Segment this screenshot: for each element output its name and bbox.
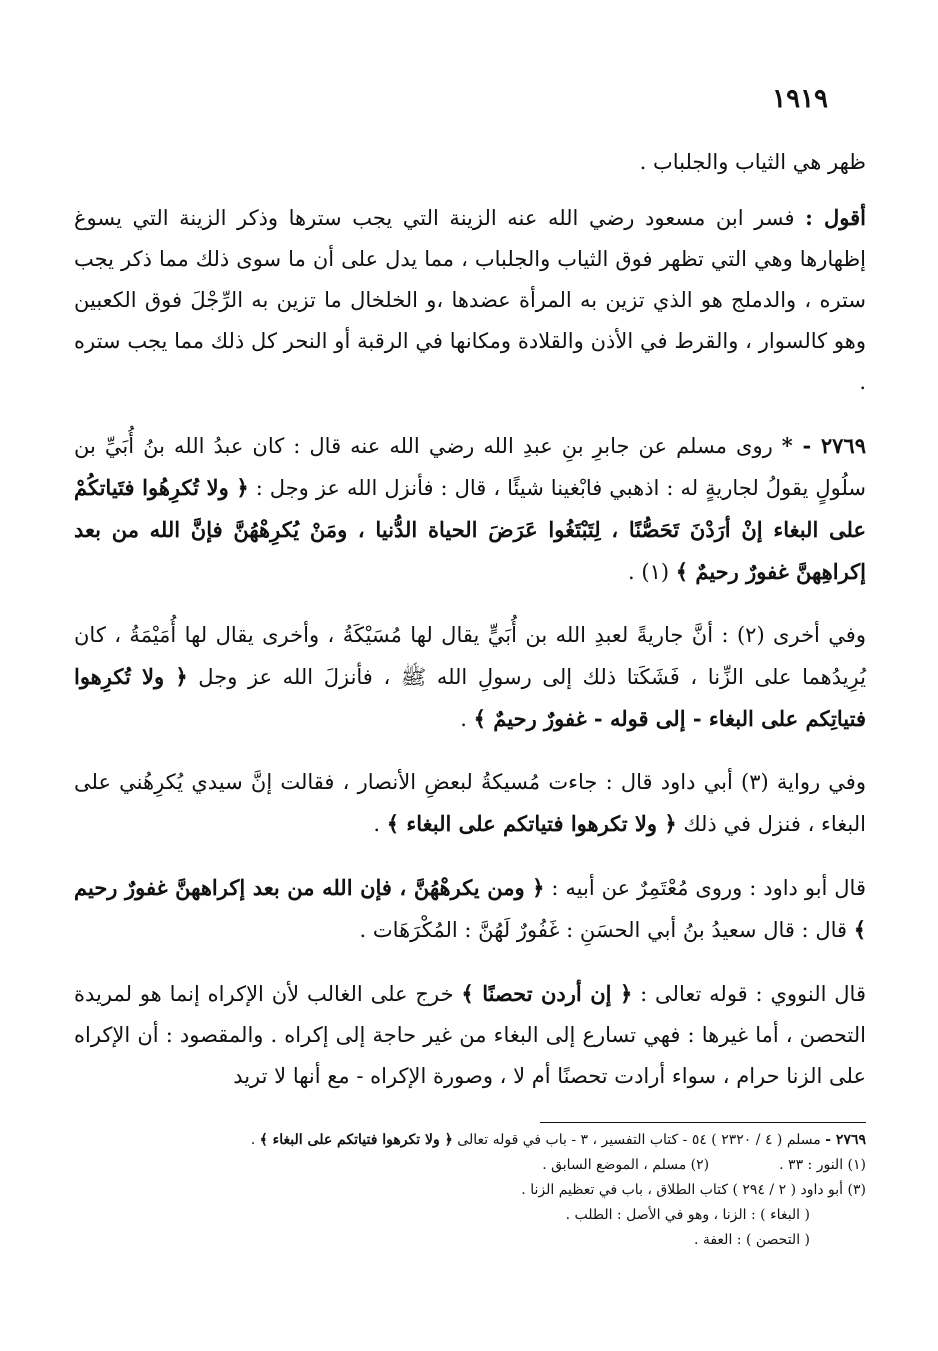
gloss-line: ( التحصن ) : العفة . [693,1232,810,1248]
footnote-hadith-number: ٢٧٦٩ - [825,1132,866,1148]
quran-verse: ﴿ ومن يكرهْهُنَّ ، فإن الله من بعد إكراههنَّ غفورٌ رحيم ﴾ [74,875,866,942]
commentary-tail: خرج على الغالب لأن الإكراه إنما هو لمريدة التحصن ، أما غيرها : فهي تسارع إلى البغاء من غير حاجة إلى إكراه . والمقصود : أن الإكراه على الزنا حرام ، سواء أرادت تحصنًا أم لا ، وصورة الإكراه - مع أنها لا تريد [74,982,866,1088]
hadith-text: روى مسلم عن جابرِ بنِ عبدِ الله رضي الله عنه قال : كان عبدُ الله بنُ أُبَيِّ بن سلُولٍ يقولُ لجاريةٍ له : اذهبي فابْغينا شيئًا ، قال : فأنزل الله عز وجل : [74,434,867,500]
narration-paragraph [74,867,866,951]
quran-verse: ﴿ ولا تُكرِهُوا فتَياتكُمْ على البغاء إنْ أرَدْنَ تَحَصُّنًا ، لِتَبْتَغُوا عَرَضَ الحياة الدُّنيا ، ومَنْ يُكرِهْهُنَّ فإنَّ الله من بعد إكراهِهنَّ غفورٌ رحيمٌ ﴾ [74,475,866,584]
hadith-tail: (١) . [628,560,676,584]
footnote-3: (٣) أبو داود ( ٢ / ٢٩٤ ) كتاب الطلاق ، باب في تعظيم الزنا . [521,1182,866,1198]
main-text [74,142,866,1119]
footnote-separator [540,1122,866,1123]
hadith-number: ٢٧٦٩ - * [781,433,866,458]
quran-verse: ﴿ ولا تُكرِهوا فتياتِكم على البغاء - إلى قوله - غفورٌ رحيمٌ ﴾ [74,664,866,731]
paragraph-lead: أقول : [805,205,866,230]
narration-text: وفي رواية (٣) أبي داود قال : جاءت مُسيكةُ لبعضِ الأنصار ، فقالت إنَّ سيدي يُكرِهُني على البغاء ، فنزل في ذلك [74,770,866,836]
footnotes [74,1128,866,1253]
narration-tail: قال : قال سعيدُ بنُ أبي الحسَنِ : غَفُورٌ لَهُنَّ : المُكْرَهَات . [359,918,854,942]
narration-tail: . [373,812,387,836]
footnote-row [74,1153,866,1178]
quran-verse: ﴿ إن أردن تحصنًا ﴾ [461,981,633,1006]
intro-line: ظهر هي الثياب والجلباب . [639,150,866,174]
page-number: ١٩١٩ [772,84,828,114]
hadith-paragraph [74,425,866,593]
footnote-source-text: مسلم ( ٤ / ٢٣٢٠ ) ٥٤ - كتاب التفسير ، ٣ - باب في قوله تعالى [452,1132,826,1148]
paragraph-commentary [74,197,866,403]
narration-paragraph [74,615,866,740]
commentary-text: قال النووي : قوله تعالى : [632,982,866,1006]
narration-paragraph [74,762,866,845]
commentary-paragraph [74,973,866,1097]
narration-tail: . [460,707,474,731]
quran-verse: ﴿ ولا تكرهوا فتياتكم على البغاء ﴾ [386,811,677,836]
footnote-source [74,1128,866,1153]
gloss-line: ( البغاء ) : الزنا ، وهو في الأصل : الطلب . [565,1207,810,1223]
paragraph-text: فسر ابن مسعود رضي الله عنه الزينة التي يجب سترها وذكر الزينة التي يسوغ إظهارها وهي التي تظهر فوق الثياب والجلباب ، مما يدل على أن ما سوى ذلك مما ذكر يجب ستره ، والدملج هو الذي تزين به المرأة عضدها ،و الخلخال ما تزين به الرِّجْلَ فوق الكعبين وهو كالسوار ، والقرط في الأذن والقلادة ومكانها في الرقبة أو النحر كل ذلك مما يجب ستره . [74,206,866,394]
narration-text: وفي أخرى (٢) : أنَّ جاريةً لعبدِ الله بن أُبَيٍّ يقال لها مُسَيْكَةُ ، وأخرى يقال لها أُمَيْمَةُ ، كان يُرِيدُهما على الزِّنا ، فَشَكَتا ذلك إلى رسولِ الله ﷺ ، فأنزلَ الله عز وجل [74,623,866,689]
footnote-quran: ﴿ ولا تكرهوا فتياتكم على البغاء ﴾ [259,1132,453,1148]
narration-text: قال أبو داود : وروى مُعْتَمِرٌ عن أبيه : [544,876,866,900]
footnote-2: (٢) مسلم ، الموضع السابق . [542,1157,710,1173]
footnote-source-tail: . [250,1132,260,1148]
footnote-1: (١) النور : ٣٣ . [779,1157,866,1173]
